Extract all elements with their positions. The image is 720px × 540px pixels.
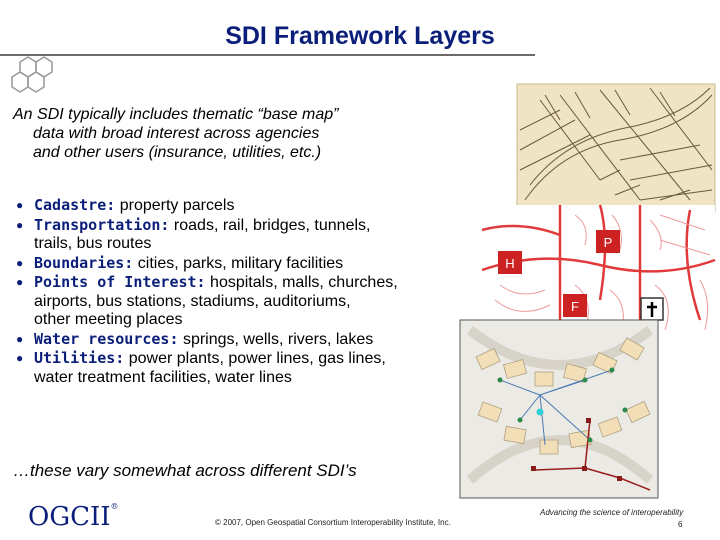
bullet-text: springs, wells, rivers, lakes [178,330,374,348]
ogcii-logo [28,502,119,532]
map-marker-f: F [571,299,579,314]
copyright-notice: © 2007, Open Geospatial Consortium Interoperability Institute, Inc. [215,518,451,527]
bullet-text: water treatment facilities, water lines [34,368,292,386]
bullet-text: power plants, power lines, gas lines, [124,350,386,367]
bullet-dot-icon: ● [16,351,24,365]
bullet-head: Utilities: [34,349,125,367]
bullet-head: Water resources: [34,329,179,348]
bullet-text: other meeting places [34,311,183,328]
intro-line: An SDI typically includes thematic “base map” [13,106,339,123]
utilities-map-image [460,320,658,498]
footnote: …these vary somewhat across different SDI’s [13,461,357,480]
bullet-dot-icon: ● [16,331,24,346]
bullet-head: Cadastre: [34,196,116,214]
bullet-text: airports, bus stations, stadiums, auditoriums, [34,292,351,310]
map-marker-p: P [603,235,613,250]
registered-mark: ® [110,502,119,511]
bullet-dot-icon: ● [16,198,24,212]
bullet-dot-icon: ● [16,217,24,232]
bullet-text: cities, parks, military facilities [133,254,344,272]
bullet-text: hospitals, malls, churches, [205,274,398,291]
intro-line: and other users (insurance, utilities, etc.) [33,144,322,161]
bullet-text: property parcels [115,197,235,214]
map-marker-h: H [505,256,515,271]
slide-title: SDI Framework Layers [225,22,495,50]
bullet-head: Points of Interest: [34,273,206,291]
intro-line: data with broad interest across agencies [33,125,320,142]
page-number: 6 [678,520,683,529]
bullet-text: roads, rail, bridges, tunnels, [169,216,371,234]
bullet-head: Transportation: [34,215,170,234]
footer-tagline: Advancing the science of interoperability [540,508,684,517]
parcel-map-image [517,84,715,212]
logo-text: OGCII [28,502,111,532]
bullet-text: trails, bus routes [34,235,152,252]
bullet-dot-icon: ● [16,255,24,270]
bullet-dot-icon: ● [16,275,24,289]
bullet-head: Boundaries: [34,253,134,272]
